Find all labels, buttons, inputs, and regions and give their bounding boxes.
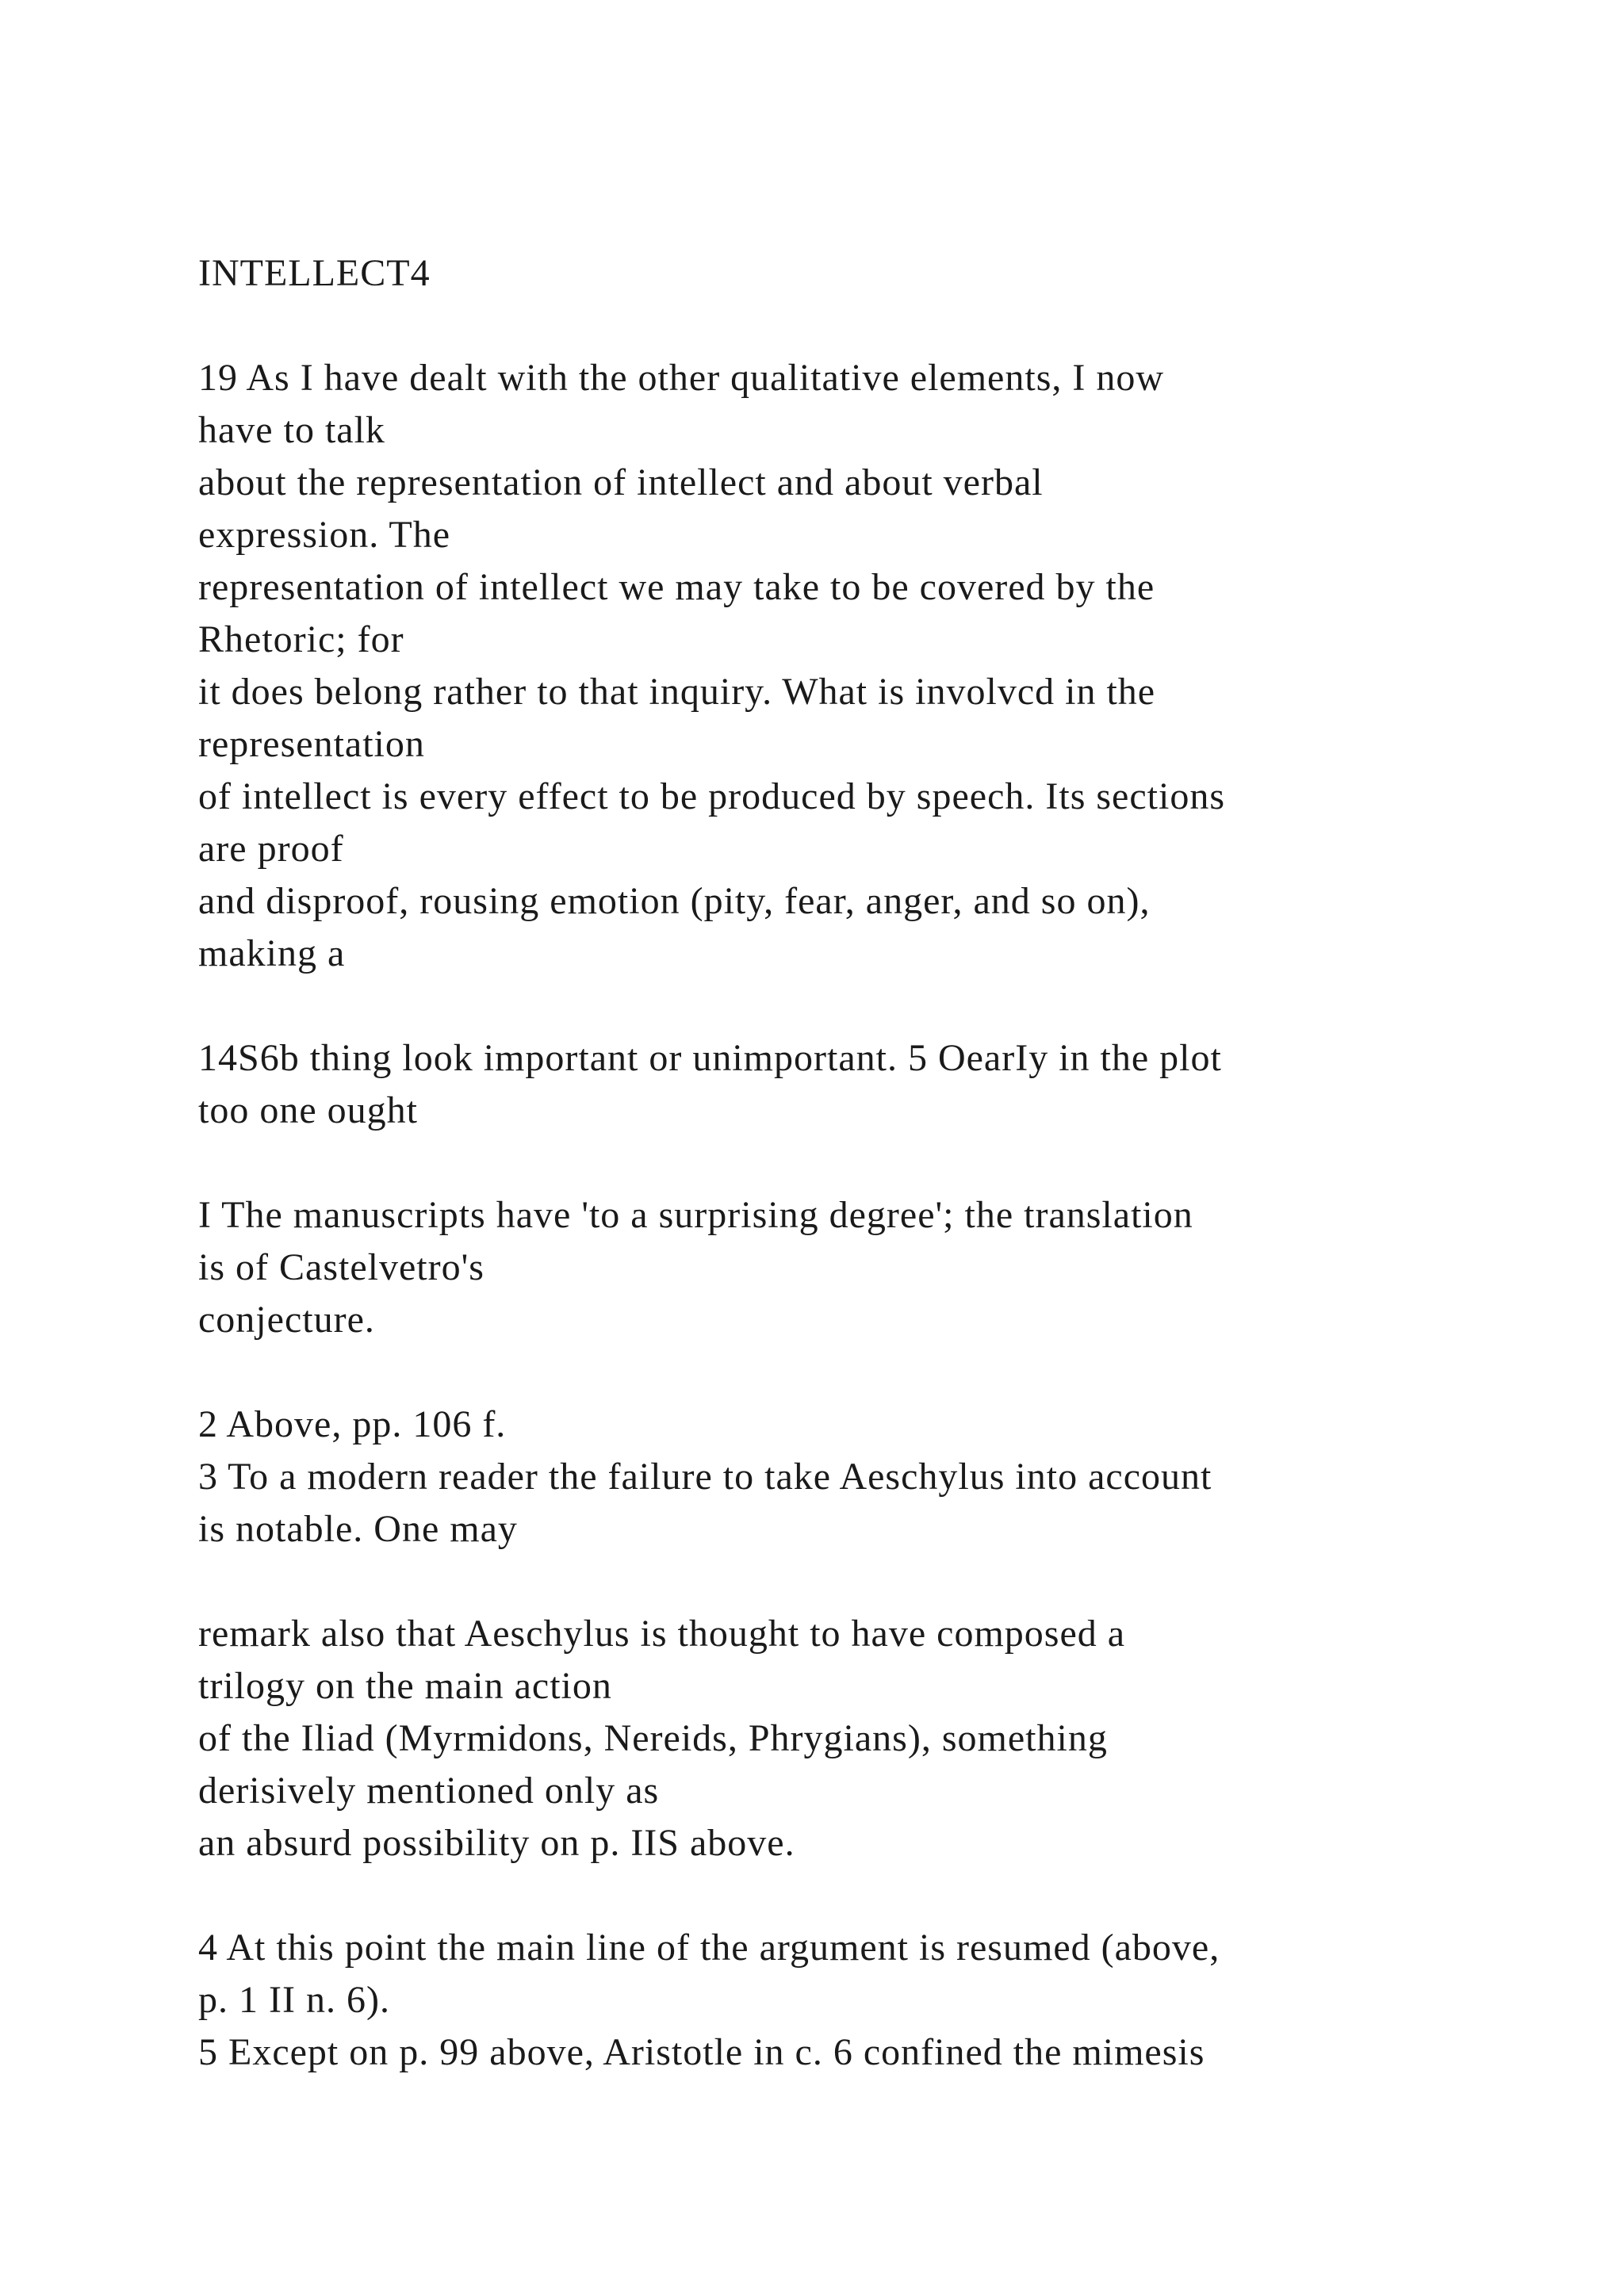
text-line: 5 Except on p. 99 above, Aristotle in c. 6 confined the mimesis bbox=[198, 2031, 1205, 2073]
text-line: 14S6b thing look important or unimportant. 5 OearIy in the plot bbox=[198, 1037, 1222, 1079]
document-heading: INTELLECT4 bbox=[198, 252, 431, 294]
text-line: conjecture. bbox=[198, 1299, 375, 1341]
text-line: 19 As I have dealt with the other qualitative elements, I now bbox=[198, 357, 1165, 399]
text-line: expression. The bbox=[198, 514, 451, 556]
text-line: representation bbox=[198, 723, 425, 765]
footnotes-4-5 bbox=[198, 1922, 1467, 2079]
text-line: of intellect is every effect to be produced by speech. Its sections bbox=[198, 775, 1226, 817]
blank-line bbox=[198, 1869, 1467, 1922]
document-page bbox=[198, 247, 1467, 2079]
text-line: remark also that Aeschylus is thought to have composed a bbox=[198, 1613, 1126, 1655]
text-line: making a bbox=[198, 932, 346, 974]
blank-line bbox=[198, 1556, 1467, 1608]
text-line: and disproof, rousing emotion (pity, fear, anger, and so on), bbox=[198, 880, 1151, 922]
text-line: I The manuscripts have 'to a surprising degree'; the translation bbox=[198, 1194, 1193, 1236]
text-line: an absurd possibility on p. IIS above. bbox=[198, 1822, 795, 1864]
text-line: derisively mentioned only as bbox=[198, 1770, 660, 1812]
paragraph-2 bbox=[198, 1032, 1467, 1137]
text-line: are proof bbox=[198, 828, 344, 870]
text-line: Rhetoric; for bbox=[198, 618, 404, 660]
text-line: of the Iliad (Myrmidons, Nereids, Phrygians), something bbox=[198, 1717, 1108, 1759]
text-line: about the representation of intellect and about verbal bbox=[198, 461, 1044, 503]
blank-line bbox=[198, 300, 1467, 352]
text-line: have to talk bbox=[198, 409, 385, 451]
text-line: 4 At this point the main line of the argument is resumed (above, bbox=[198, 1927, 1220, 1969]
text-line: 2 Above, pp. 106 f. bbox=[198, 1403, 507, 1445]
text-line: is notable. One may bbox=[198, 1508, 518, 1550]
footnotes-2-3 bbox=[198, 1399, 1467, 1556]
text-line: p. 1 II n. 6). bbox=[198, 1979, 390, 2021]
text-line: it does belong rather to that inquiry. What is involvcd in the bbox=[198, 671, 1156, 713]
blank-line bbox=[198, 1346, 1467, 1399]
footnote-3-continued bbox=[198, 1608, 1467, 1869]
footnote-1 bbox=[198, 1189, 1467, 1346]
blank-line bbox=[198, 1137, 1467, 1189]
blank-line bbox=[198, 980, 1467, 1032]
text-line: trilogy on the main action bbox=[198, 1665, 612, 1707]
text-line: 3 To a modern reader the failure to take Aeschylus into account bbox=[198, 1456, 1212, 1498]
paragraph-1 bbox=[198, 352, 1467, 980]
text-line: representation of intellect we may take to be covered by the bbox=[198, 566, 1155, 608]
text-line: is of Castelvetro's bbox=[198, 1246, 485, 1288]
text-line: too one ought bbox=[198, 1089, 418, 1131]
